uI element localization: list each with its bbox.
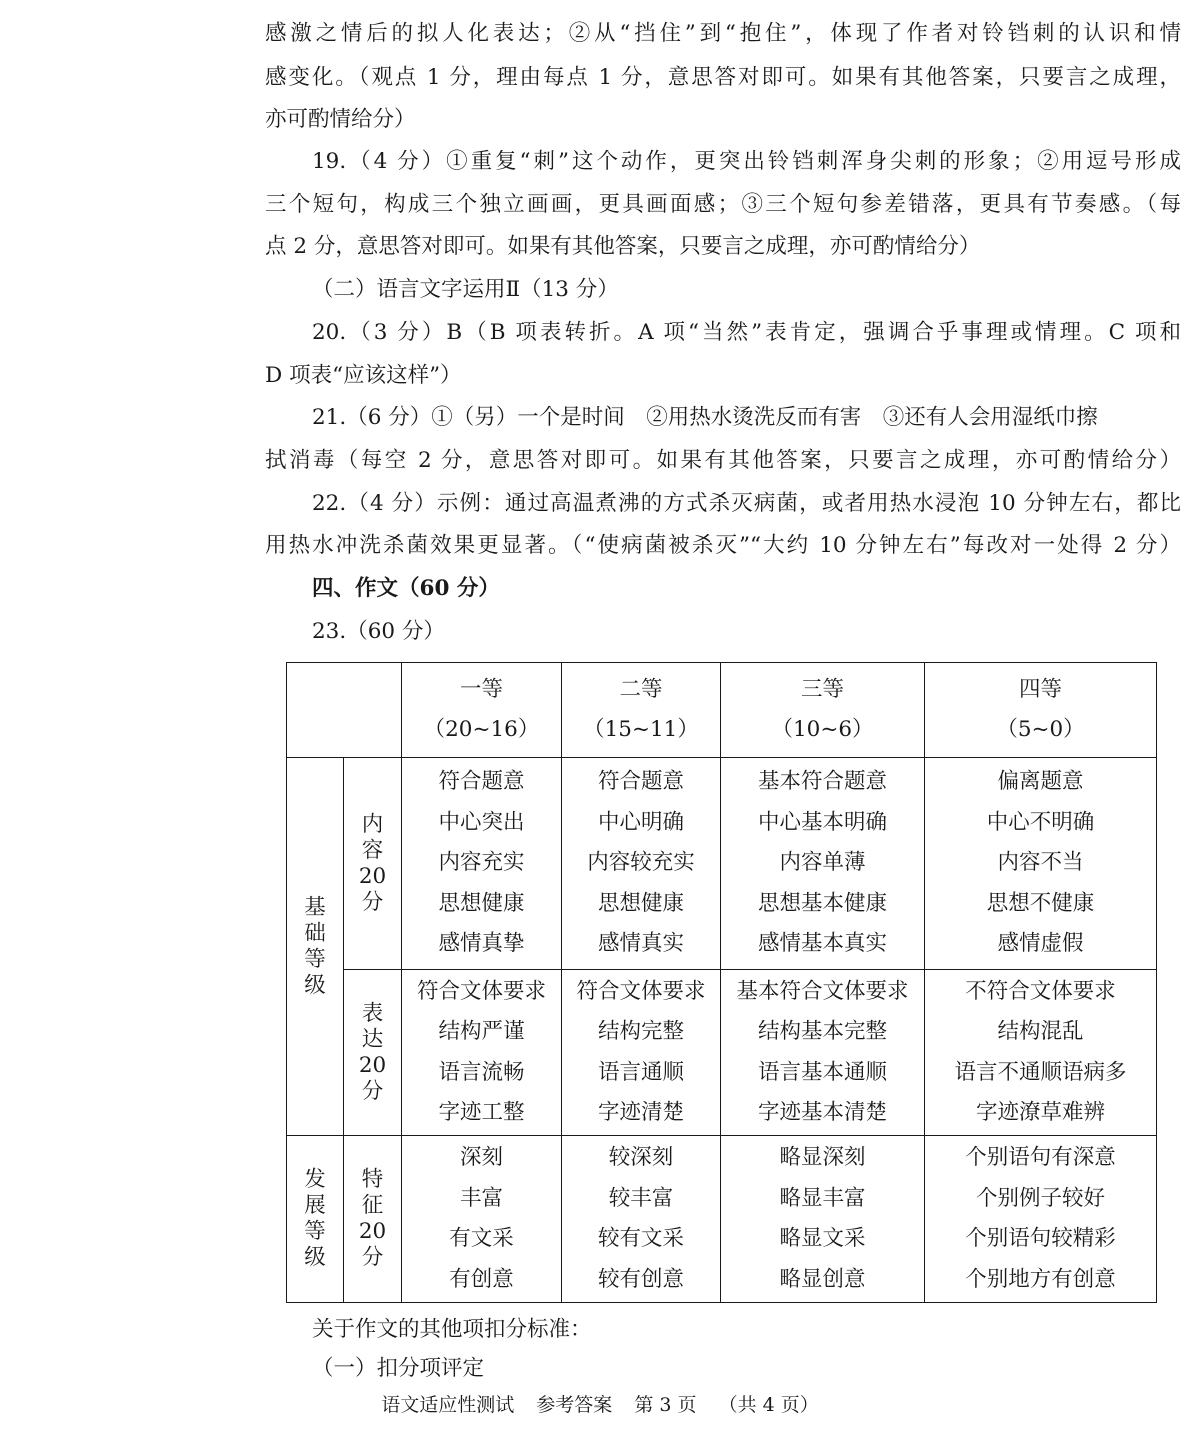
rubric-cell-line: 个别地方有创意 xyxy=(965,1266,1116,1292)
criterion-label-char: 20 xyxy=(358,1219,387,1244)
criterion-label-char: 表 xyxy=(361,1000,384,1026)
criterion-label-char: 分 xyxy=(361,1078,384,1104)
rubric-cell xyxy=(562,758,721,970)
rubric-cell-line: 略显创意 xyxy=(779,1266,866,1292)
rubric-cell-line: 字迹基本清楚 xyxy=(757,1100,887,1125)
rubric-cell-line: 语言通顺 xyxy=(597,1059,684,1085)
other-deduction-note: 关于作文的其他项扣分标准： xyxy=(312,1317,592,1342)
rubric-cell-line: 结构严谨 xyxy=(438,1019,525,1044)
answer-22-line: 用热水冲洗杀菌效果更显著。（“使病菌被杀灭”“大约 10 分钟左右”每改对一处得 2 分） xyxy=(265,533,1181,558)
criterion-label-char: 内 xyxy=(361,811,384,837)
answer-line: 感变化。（观点 1 分，理由每点 1 分，意思答对即可。如果有其他答案，只要言之成理， xyxy=(265,65,1181,90)
rubric-level-label xyxy=(287,1136,344,1303)
rubric-cell-line: 结构基本完整 xyxy=(757,1019,887,1044)
level-label-char: 级 xyxy=(304,1245,326,1270)
answer-21-line: 21.（6 分）①（另）一个是时间 ②用热水烫洗反而有害 ③还有人会用湿纸巾擦 xyxy=(312,405,1098,430)
rubric-cell-line: 结构混乱 xyxy=(997,1019,1084,1044)
rubric-cell-line: 略显深刻 xyxy=(779,1145,866,1170)
rubric-cell-line: 个别语句有深意 xyxy=(965,1145,1116,1170)
rubric-cell-line: 感情基本真实 xyxy=(757,931,887,957)
rubric-cell-line: 个别例子较好 xyxy=(975,1185,1105,1211)
answer-line: 亦可酌情给分） xyxy=(265,107,416,132)
rubric-cell-line: 感情真挚 xyxy=(438,931,525,957)
footer-page: 第 3 页 xyxy=(634,1394,697,1416)
rubric-cell xyxy=(925,970,1157,1136)
rubric-cell-line: 中心突出 xyxy=(438,809,525,835)
rubric-cell-line: 思想基本健康 xyxy=(757,890,887,916)
rubric-cell-line: 思想健康 xyxy=(438,890,525,916)
rubric-cell xyxy=(925,758,1157,970)
grade-range: （5~0） xyxy=(996,717,1085,742)
grade-name: 三等 xyxy=(800,676,844,702)
rubric-cell-line: 思想健康 xyxy=(597,890,684,916)
grade-range: （15~11） xyxy=(583,717,699,742)
rubric-cell-line: 中心基本明确 xyxy=(757,809,887,835)
footer-doc: 参考答案 xyxy=(536,1394,613,1416)
scoring-rubric-table xyxy=(286,662,1157,1303)
rubric-cell xyxy=(721,1136,925,1303)
deduction-heading: （一）扣分项评定 xyxy=(312,1356,485,1381)
rubric-cell-line: 有创意 xyxy=(449,1266,514,1292)
grade-name: 四等 xyxy=(1018,676,1062,702)
rubric-cell xyxy=(925,1136,1157,1303)
level-label-char: 级 xyxy=(304,972,326,998)
rubric-cell-line: 较深刻 xyxy=(608,1145,674,1170)
rubric-criterion-label xyxy=(344,758,402,970)
rubric-cell-line: 中心明确 xyxy=(597,809,684,835)
grade-name: 二等 xyxy=(619,676,663,702)
rubric-cell xyxy=(402,1136,562,1303)
rubric-cell-line: 丰富 xyxy=(459,1185,503,1211)
rubric-cell-line: 符合题意 xyxy=(597,769,684,795)
footer-total: （共 4 页） xyxy=(718,1394,819,1416)
rubric-grade-header xyxy=(402,663,562,758)
level-label-char: 础 xyxy=(304,920,326,946)
rubric-cell-line: 有文采 xyxy=(449,1226,514,1251)
criterion-label-char: 征 xyxy=(361,1193,384,1218)
rubric-level-label xyxy=(287,758,344,1136)
rubric-cell-line: 符合文体要求 xyxy=(576,978,706,1004)
rubric-cell-line: 基本符合文体要求 xyxy=(736,978,909,1004)
rubric-cell-line: 语言基本通顺 xyxy=(757,1059,887,1085)
answer-19-line: 19.（4 分）①重复“刺”这个动作，更突出铃铛刺浑身尖刺的形象；②用逗号形成 xyxy=(312,149,1181,174)
answer-21-line: 拭消毒（每空 2 分，意思答对即可。如果有其他答案，只要言之成理，亦可酌情给分） xyxy=(265,448,1181,473)
rubric-cell-line: 字迹潦草难辨 xyxy=(975,1100,1105,1125)
rubric-criterion-label xyxy=(344,970,402,1136)
rubric-row xyxy=(287,758,1157,970)
rubric-cell-line: 偏离题意 xyxy=(997,769,1084,795)
rubric-cell-line: 内容较充实 xyxy=(587,850,695,876)
criterion-label-char: 达 xyxy=(361,1026,384,1052)
level-label-char: 等 xyxy=(304,946,326,972)
rubric-cell-line: 内容充实 xyxy=(438,850,525,876)
level-label-char: 基 xyxy=(304,894,326,920)
footer-subject: 语文适应性测试 xyxy=(381,1394,515,1416)
rubric-cell-line: 内容不当 xyxy=(997,850,1084,876)
rubric-cell-line: 略显丰富 xyxy=(779,1185,866,1211)
rubric-header-row xyxy=(287,663,1157,758)
answer-19-line: 三个短句，构成三个独立画画，更具画面感；③三个短句参差错落，更具有节奏感。（每 xyxy=(265,192,1181,217)
rubric-row xyxy=(287,1136,1157,1303)
rubric-cell xyxy=(402,758,562,970)
rubric-cell-line: 较有创意 xyxy=(597,1266,684,1292)
rubric-row xyxy=(287,970,1157,1136)
rubric-cell-line: 较丰富 xyxy=(608,1185,674,1211)
rubric-cell xyxy=(721,758,925,970)
answer-19-line: 点 2 分，意思答对即可。如果有其他答案，只要言之成理，亦可酌情给分） xyxy=(265,234,981,259)
rubric-cell-line: 内容单薄 xyxy=(779,850,866,876)
rubric-cell xyxy=(402,970,562,1136)
rubric-grade-header xyxy=(925,663,1157,758)
rubric-cell-line: 符合题意 xyxy=(438,769,525,795)
rubric-cell-line: 感情真实 xyxy=(597,931,684,957)
rubric-cell-line: 较有文采 xyxy=(597,1226,684,1251)
rubric-corner-cell xyxy=(287,663,402,758)
rubric-cell xyxy=(562,1136,721,1303)
answer-20-line: 20.（3 分）B（B 项表转折。A 项“当然”表肯定，强调合乎事理或情理。C 项和 xyxy=(312,320,1181,345)
level-label-char: 发 xyxy=(304,1167,326,1192)
rubric-cell-line: 符合文体要求 xyxy=(416,978,546,1004)
rubric-cell-line: 语言不通顺语病多 xyxy=(954,1059,1127,1085)
rubric-cell-line: 基本符合题意 xyxy=(757,769,887,795)
rubric-cell xyxy=(721,970,925,1136)
rubric-criterion-label xyxy=(344,1136,402,1303)
rubric-cell-line: 个别语句较精彩 xyxy=(965,1226,1116,1251)
rubric-cell-line: 中心不明确 xyxy=(986,809,1095,835)
rubric-cell-line: 思想不健康 xyxy=(986,890,1095,916)
section-heading-essay: 四、作文（60 分） xyxy=(312,576,500,601)
rubric-cell-line: 不符合文体要求 xyxy=(965,978,1116,1004)
grade-range: （10~6） xyxy=(771,717,874,742)
rubric-grade-header xyxy=(562,663,721,758)
criterion-label-char: 分 xyxy=(361,1245,384,1270)
rubric-cell-line: 略显文采 xyxy=(779,1226,866,1251)
criterion-label-char: 20 xyxy=(358,863,387,889)
page-footer xyxy=(0,1390,1200,1420)
criterion-label-char: 特 xyxy=(361,1167,384,1192)
rubric-cell xyxy=(562,970,721,1136)
rubric-cell-line: 结构完整 xyxy=(597,1019,684,1044)
criterion-label-char: 20 xyxy=(358,1052,387,1078)
rubric-cell-line: 感情虚假 xyxy=(997,931,1084,957)
question-23: 23.（60 分） xyxy=(312,619,445,644)
answer-line: 感激之情后的拟人化表达；②从“挡住”到“抱住”，体现了作者对铃铛刺的认识和情 xyxy=(265,21,1181,46)
rubric-cell-line: 字迹清楚 xyxy=(597,1100,684,1125)
section-heading: （二）语言文字运用Ⅱ（13 分） xyxy=(312,277,619,302)
level-label-char: 展 xyxy=(304,1193,326,1218)
grade-name: 一等 xyxy=(459,676,503,702)
rubric-grade-header xyxy=(721,663,925,758)
rubric-cell-line: 语言流畅 xyxy=(438,1059,525,1085)
rubric-cell-line: 深刻 xyxy=(459,1145,503,1170)
criterion-label-char: 分 xyxy=(361,889,384,915)
criterion-label-char: 容 xyxy=(361,837,384,863)
rubric-cell-line: 字迹工整 xyxy=(438,1100,525,1125)
grade-range: （20~16） xyxy=(423,717,540,742)
level-label-char: 等 xyxy=(304,1219,326,1244)
answer-22-line: 22.（4 分）示例：通过高温煮沸的方式杀灭病菌，或者用热水浸泡 10 分钟左右，都比 xyxy=(312,491,1181,516)
answer-20-line: D 项表“应该这样”） xyxy=(265,363,462,388)
